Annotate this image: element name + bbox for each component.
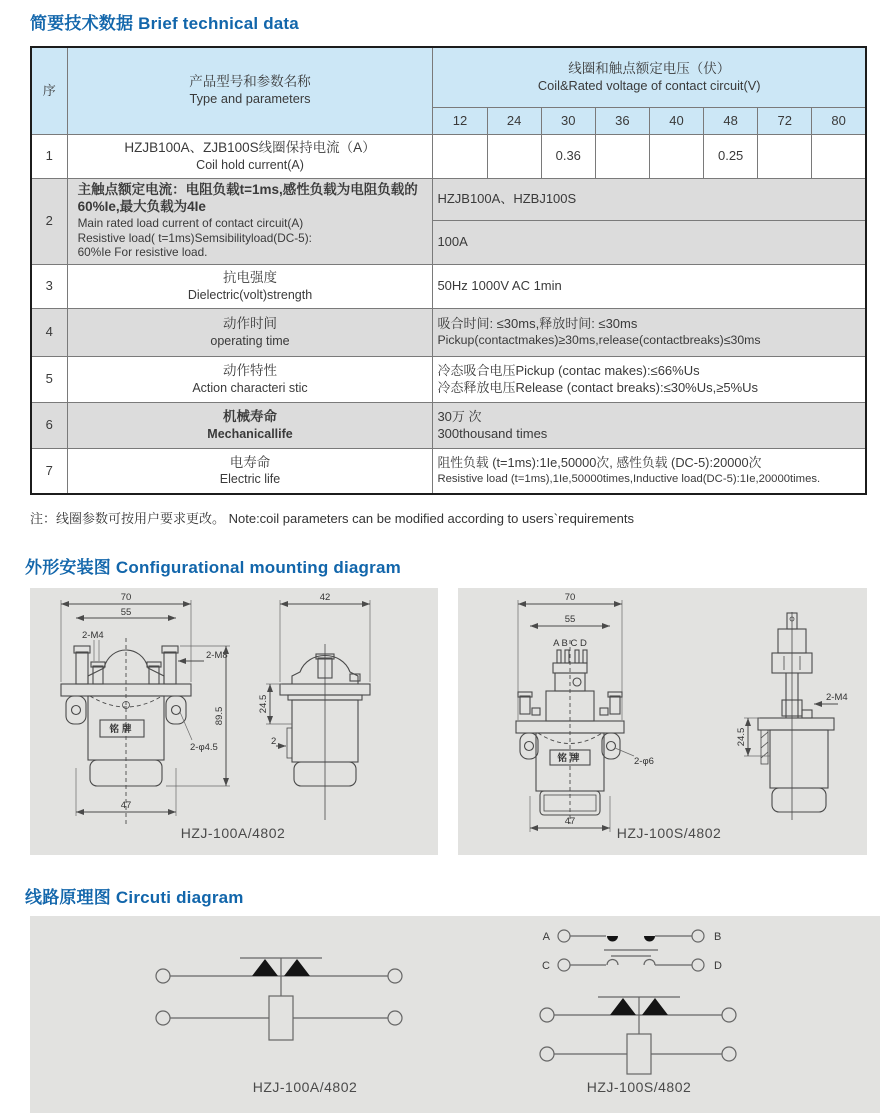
value-cell	[433, 308, 866, 356]
contact-triangle	[610, 998, 636, 1015]
row-seq: 5	[31, 356, 67, 402]
param-en: Resistive load( t=1ms)Semsibilityload(DC-5):	[77, 230, 312, 245]
param-en: 60%Ie For resistive load.	[77, 245, 208, 260]
value-line: Pickup(contactmakes)≥30ms,release(contactbreaks)≤30ms	[437, 333, 761, 348]
header-voltage-en: Coil&Rated voltage of contact circuit(V)	[537, 77, 761, 93]
value-line: 吸合时间: ≤30ms,释放时间: ≤30ms	[437, 316, 638, 332]
coil-symbol	[269, 996, 293, 1040]
no-contact	[607, 960, 618, 966]
circuit-hzj-100a	[156, 958, 402, 1095]
row-seq: 4	[31, 308, 67, 356]
terminal-d-label: D	[714, 960, 722, 972]
no-contact	[644, 960, 655, 966]
row-param	[67, 402, 433, 448]
voltage-col: 80	[812, 107, 866, 134]
value-line: 冷态吸合电压Pickup (contac makes):≤66%Us	[437, 362, 700, 378]
row-seq: 1	[31, 134, 67, 178]
value-cell: HZJB100A、HZBJ100S	[433, 178, 866, 220]
value-cell	[433, 402, 866, 448]
dim-side-offset: 24.5	[736, 727, 747, 747]
terminal-a-label: A	[542, 931, 550, 943]
header-type-parameters	[67, 47, 433, 134]
nc-contact	[644, 936, 655, 942]
value-cell	[433, 134, 487, 178]
circuit-panel	[30, 916, 880, 1113]
dim-top-width: 70	[564, 592, 576, 603]
table-row	[31, 178, 866, 220]
value-cell	[433, 356, 866, 402]
diagram-caption-100a: HZJ-100A/4802	[180, 825, 286, 841]
value-line: 冷态释放电压Release (contact breaks):≤30%Us,≥5%Us	[437, 380, 759, 395]
row-param	[67, 264, 433, 308]
row-seq: 3	[31, 264, 67, 308]
coil-symbol	[627, 1034, 651, 1074]
voltage-col: 30	[541, 107, 595, 134]
row-param	[67, 134, 433, 178]
nameplate-label: 铭牌	[557, 753, 583, 764]
technical-data-table	[30, 46, 867, 495]
dim-top-width: 70	[120, 592, 132, 603]
nameplate-label: 铭牌	[109, 724, 135, 735]
dim-bottom-width: 47	[564, 816, 576, 827]
param-zh: 机械寿命	[223, 408, 278, 424]
terminal-c-label: C	[542, 960, 550, 972]
row-param	[67, 356, 433, 402]
mounting-panel-100s	[458, 588, 867, 855]
mounting-diagram-hzj-100s	[458, 588, 867, 850]
param-en: Dielectric(volt)strength	[187, 287, 313, 302]
dim-inner-width: 55	[564, 614, 576, 625]
param-en: Electric life	[219, 472, 281, 487]
table-row	[31, 308, 866, 356]
value-cell: 0.36	[541, 134, 595, 178]
circuit-caption-100s: HZJ-100S/4802	[586, 1079, 692, 1095]
voltage-col: 36	[595, 107, 649, 134]
voltage-col: 24	[487, 107, 541, 134]
header-seq: 序	[31, 47, 67, 134]
circuit-diagrams	[30, 916, 867, 1108]
dim-height: 89.5	[214, 706, 225, 726]
value-cell	[649, 134, 703, 178]
mounting-panel-100a	[30, 588, 438, 855]
table-row	[31, 264, 866, 308]
section-title-brief-data: 简要技术数据 Brief technical data	[30, 14, 299, 33]
contact-triangle	[252, 959, 278, 976]
value-cell: 50Hz 1000V AC 1min	[433, 264, 866, 308]
dim-holes: 2-φ4.5	[190, 742, 218, 753]
param-zh: 动作特性	[223, 362, 278, 378]
table-row	[31, 356, 866, 402]
circuit-caption-100a: HZJ-100A/4802	[252, 1079, 358, 1095]
contact-triangle	[284, 959, 310, 976]
row-param	[67, 178, 433, 264]
voltage-col: 48	[704, 107, 758, 134]
dim-screws-small: 2-M4	[826, 692, 848, 703]
param-zh: 动作时间	[223, 315, 278, 331]
header-voltage-zh: 线圈和触点额定电压（伏）	[568, 60, 731, 76]
dim-side-width: 42	[319, 592, 331, 603]
param-en: Mechanicallife	[207, 426, 293, 441]
section-title-circuit: 线路原理图 Circuti diagram	[25, 888, 244, 907]
section-title-mounting: 外形安装图 Configurational mounting diagram	[25, 558, 401, 577]
circuit-hzj-100s	[540, 930, 736, 1095]
param-zh: 电寿命	[229, 454, 271, 470]
mounting-panels	[30, 588, 880, 855]
dim-bottom-width: 47	[120, 800, 132, 811]
contact-triangle	[642, 998, 668, 1015]
param-zh: HZJB100A、ZJB100S线圈保持电流（A）	[124, 139, 376, 155]
datasheet-page	[0, 9, 880, 1113]
value-cell	[487, 134, 541, 178]
value-line: 300thousand times	[437, 426, 548, 441]
row-seq: 6	[31, 402, 67, 448]
header-voltage	[433, 47, 866, 107]
pin-labels: A B C D	[553, 638, 587, 649]
param-en: operating time	[210, 333, 290, 348]
row-param	[67, 448, 433, 494]
row-seq: 2	[31, 178, 67, 264]
value-line: Resistive load (t=1ms),1Ie,50000times,Inductive load(DC-5):1Ie,20000times.	[437, 472, 821, 485]
param-en: Action characteri stic	[192, 380, 308, 395]
value-cell	[433, 448, 866, 494]
value-line: 阻性负载 (t=1ms):1Ie,50000次, 感性负载 (DC-5):20000次	[437, 454, 762, 470]
voltage-col: 12	[433, 107, 487, 134]
dim-side-offset: 24.5	[258, 694, 269, 714]
header-type-en: Type and parameters	[189, 91, 311, 107]
dim-inner-width: 55	[120, 607, 132, 618]
terminal-b-label: B	[714, 931, 722, 943]
param-en: Main rated load current of contact circuit(A)	[77, 215, 304, 230]
table-row	[31, 134, 866, 178]
nc-contact	[607, 936, 618, 942]
table-row	[31, 402, 866, 448]
value-cell: 0.25	[704, 134, 758, 178]
row-param	[67, 308, 433, 356]
table-note: 注：线圈参数可按用户要求更改。 Note:coil parameters can be modified according to users`requirements	[30, 511, 634, 526]
dim-screws-large: 2-M8	[206, 650, 228, 661]
value-line: 30万 次	[437, 408, 482, 424]
voltage-col: 40	[649, 107, 703, 134]
table-row	[31, 448, 866, 494]
value-cell	[812, 134, 866, 178]
diagram-caption-100s: HZJ-100S/4802	[616, 825, 722, 841]
voltage-col: 72	[758, 107, 812, 134]
dim-screws-small: 2-M4	[82, 630, 104, 641]
row-seq: 7	[31, 448, 67, 494]
header-type-zh: 产品型号和参数名称	[189, 74, 311, 90]
param-zh: 抗电强度	[223, 269, 278, 285]
value-cell	[595, 134, 649, 178]
value-cell: 100A	[433, 220, 866, 264]
dim-side-gap: 2	[271, 736, 277, 747]
mounting-diagram-hzj-100a	[30, 588, 438, 850]
value-cell	[758, 134, 812, 178]
param-en: Coil hold current(A)	[196, 157, 304, 172]
dim-holes: 2-φ6	[634, 756, 654, 767]
param-zh: 主触点额定电流：电阻负载t=1ms,感性负载为电阻负载的60%Ie,最大负载为4Ie	[77, 182, 418, 214]
